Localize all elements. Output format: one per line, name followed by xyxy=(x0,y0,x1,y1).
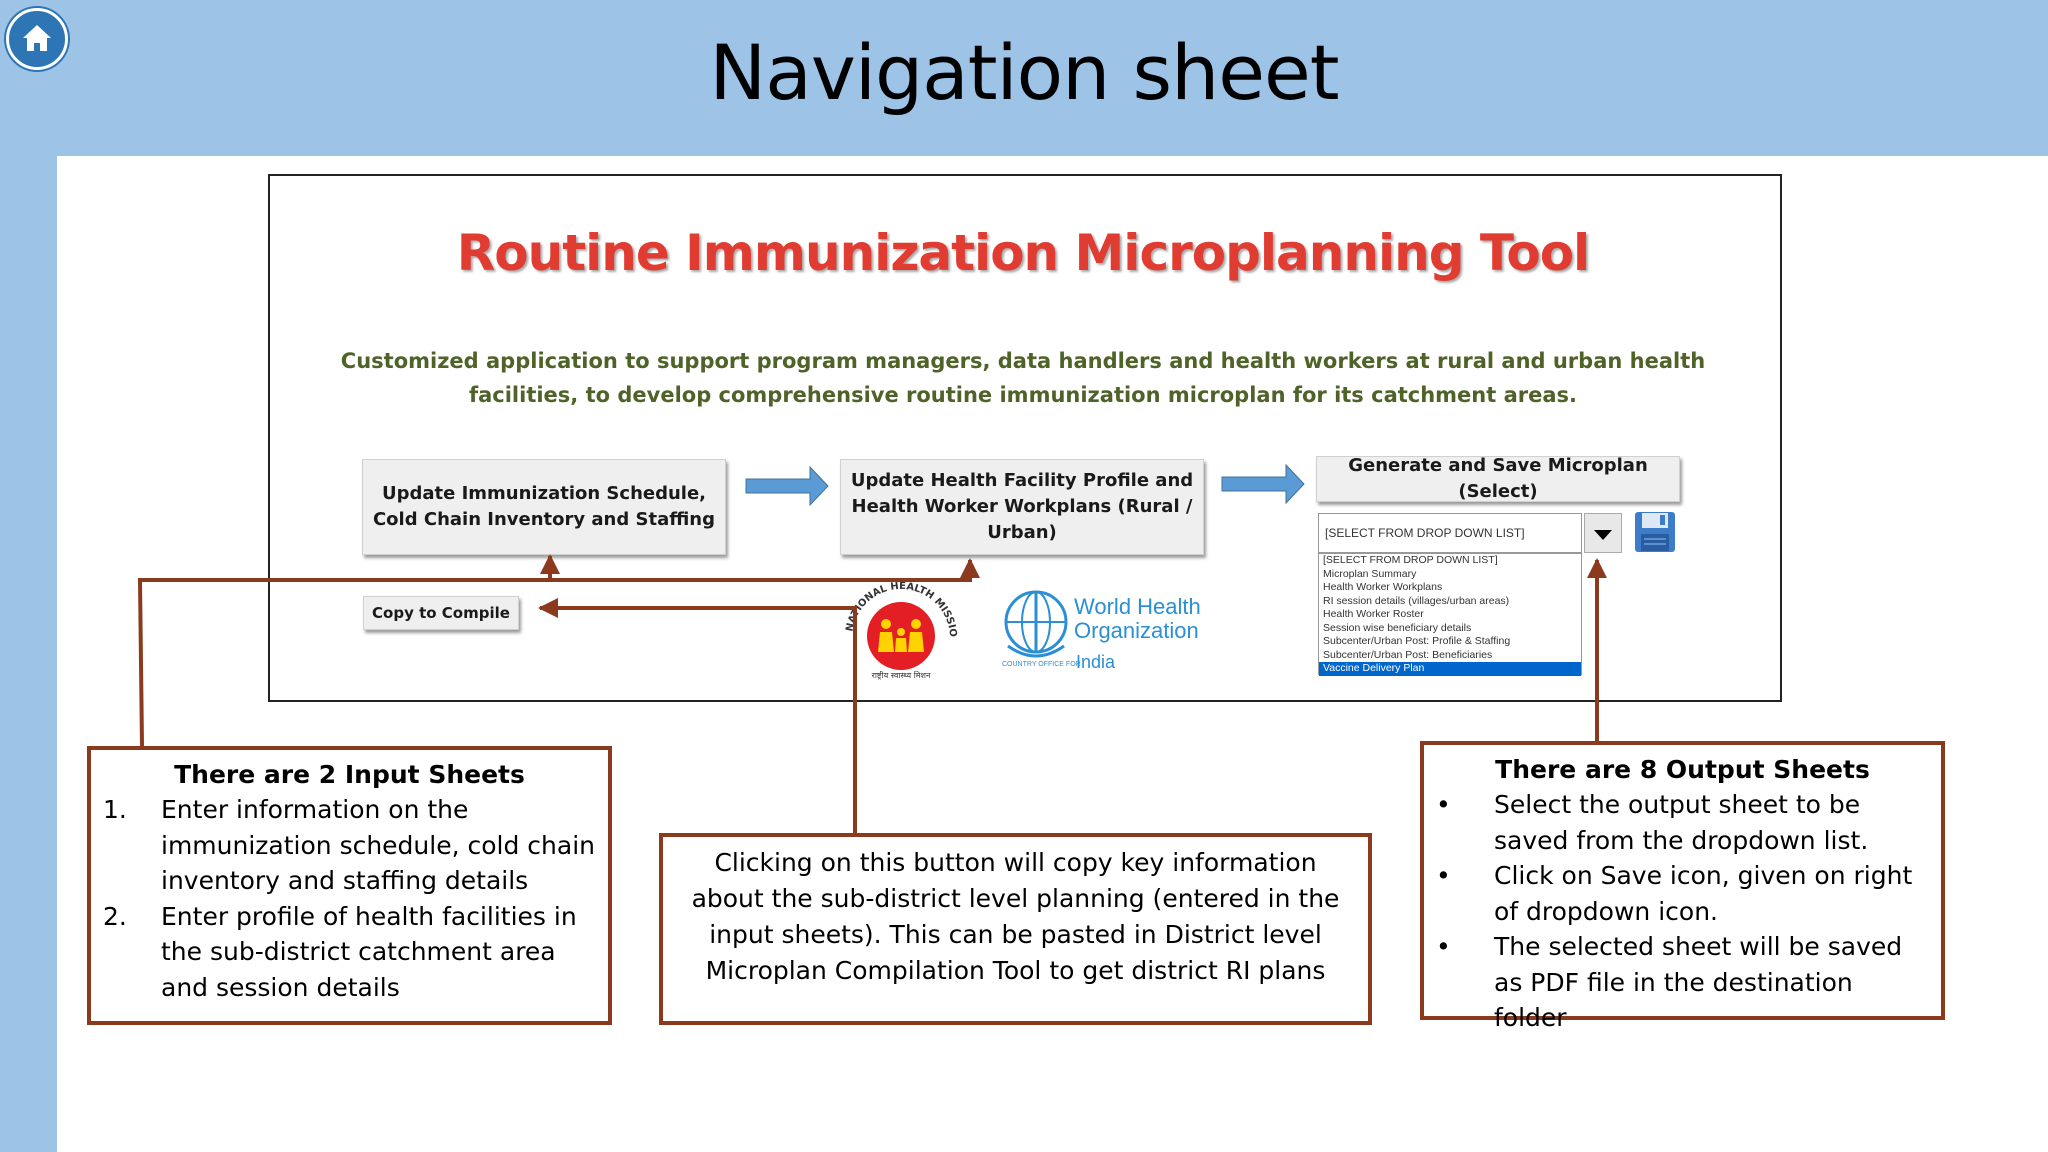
svg-text:राष्ट्रीय स्वास्थ्य मिशन: राष्ट्रीय स्वास्थ्य मिशन xyxy=(871,671,931,680)
dropdown-option[interactable]: Health Worker Roster xyxy=(1323,608,1424,620)
dropdown-option[interactable]: Session wise beneficiary details xyxy=(1323,621,1472,634)
list-item xyxy=(103,792,596,899)
svg-text:COUNTRY OFFICE FOR: COUNTRY OFFICE FOR xyxy=(1002,661,1081,668)
dropdown-option[interactable]: Vaccine Delivery Plan xyxy=(1319,662,1581,676)
list-item-text: Enter information on the immunization schedule, cold chain inventory and staffing details xyxy=(161,795,595,895)
note-heading: There are 2 Input Sheets xyxy=(174,760,525,789)
output-sheet-select[interactable]: [SELECT FROM DROP DOWN LIST] xyxy=(1318,513,1582,553)
list-item xyxy=(1436,787,1929,858)
list-marker: 1. xyxy=(103,795,127,824)
list-item-text: Enter profile of health facilities in the sub-district catchment area and session details xyxy=(161,901,577,1002)
dropdown-option[interactable]: RI session details (villages/urban areas) xyxy=(1323,594,1510,607)
page-title: Navigation sheet xyxy=(709,28,1339,117)
copy-note xyxy=(659,833,1372,1025)
copy-note-text: Clicking on this button will copy key information about the sub-district level planning (entered in the input sheets). This can be pasted in District level Microplan Compilation Tool to get district RI plans xyxy=(691,848,1340,985)
list-item xyxy=(1436,929,1929,1036)
list-item-text: The selected sheet will be saved as PDF file in the destination folder xyxy=(1494,932,1903,1032)
input-connector-line xyxy=(140,560,970,746)
update-profile-button[interactable]: Update Health Facility Profile and Health Worker Workplans (Rural / Urban) xyxy=(840,459,1204,555)
list-marker: 2. xyxy=(103,901,127,931)
update-schedule-button[interactable]: Update Immunization Schedule, Cold Chain Inventory and Staffing xyxy=(362,459,726,555)
dropdown-option[interactable]: Health Worker Workplans xyxy=(1323,581,1443,593)
list-marker: • xyxy=(1436,861,1451,890)
input-sheets-list xyxy=(103,792,596,1005)
list-item-text: Click on Save icon, given on right of dropdown icon. xyxy=(1494,861,1913,926)
copy-to-compile-button[interactable]: Copy to Compile xyxy=(363,596,519,630)
list-item xyxy=(1436,858,1929,929)
input-sheets-note xyxy=(87,746,612,1025)
flow-arrow-right xyxy=(1222,465,1304,503)
output-sheets-list xyxy=(1436,787,1929,1036)
list-marker: • xyxy=(1436,790,1451,819)
svg-text:NATIONAL HEALTH MISSION: NATIONAL HEALTH MISSIO xyxy=(844,580,959,638)
dropdown-option[interactable]: Subcenter/Urban Post: Profile & Staffing xyxy=(1323,635,1511,647)
svg-text:India: India xyxy=(1076,652,1116,672)
list-item xyxy=(103,899,596,1006)
app-title: Routine Immunization Microplanning Tool xyxy=(456,224,1590,282)
note-heading: There are 8 Output Sheets xyxy=(1495,755,1870,784)
flow-arrow-right xyxy=(746,467,828,505)
dropdown-option[interactable]: [SELECT FROM DROP DOWN LIST] xyxy=(1323,554,1498,566)
list-marker: • xyxy=(1436,932,1451,961)
svg-text:World Health: World Health xyxy=(1074,594,1201,619)
output-sheets-note xyxy=(1420,741,1945,1032)
app-description: Customized application to support program managers, data handlers and health workers at rural and urban health facilities, to develop comprehensive routine immunization microplan for its catchment areas. xyxy=(340,349,1706,407)
generate-save-button[interactable]: Generate and Save Microplan (Select) xyxy=(1316,456,1680,502)
dropdown-option[interactable]: Microplan Summary xyxy=(1323,567,1417,580)
dropdown-option[interactable]: Subcenter/Urban Post: Beneficiaries xyxy=(1323,648,1493,661)
list-item-text: Select the output sheet to be saved from the dropdown list. xyxy=(1494,790,1869,855)
svg-text:Organization: Organization xyxy=(1074,618,1199,643)
